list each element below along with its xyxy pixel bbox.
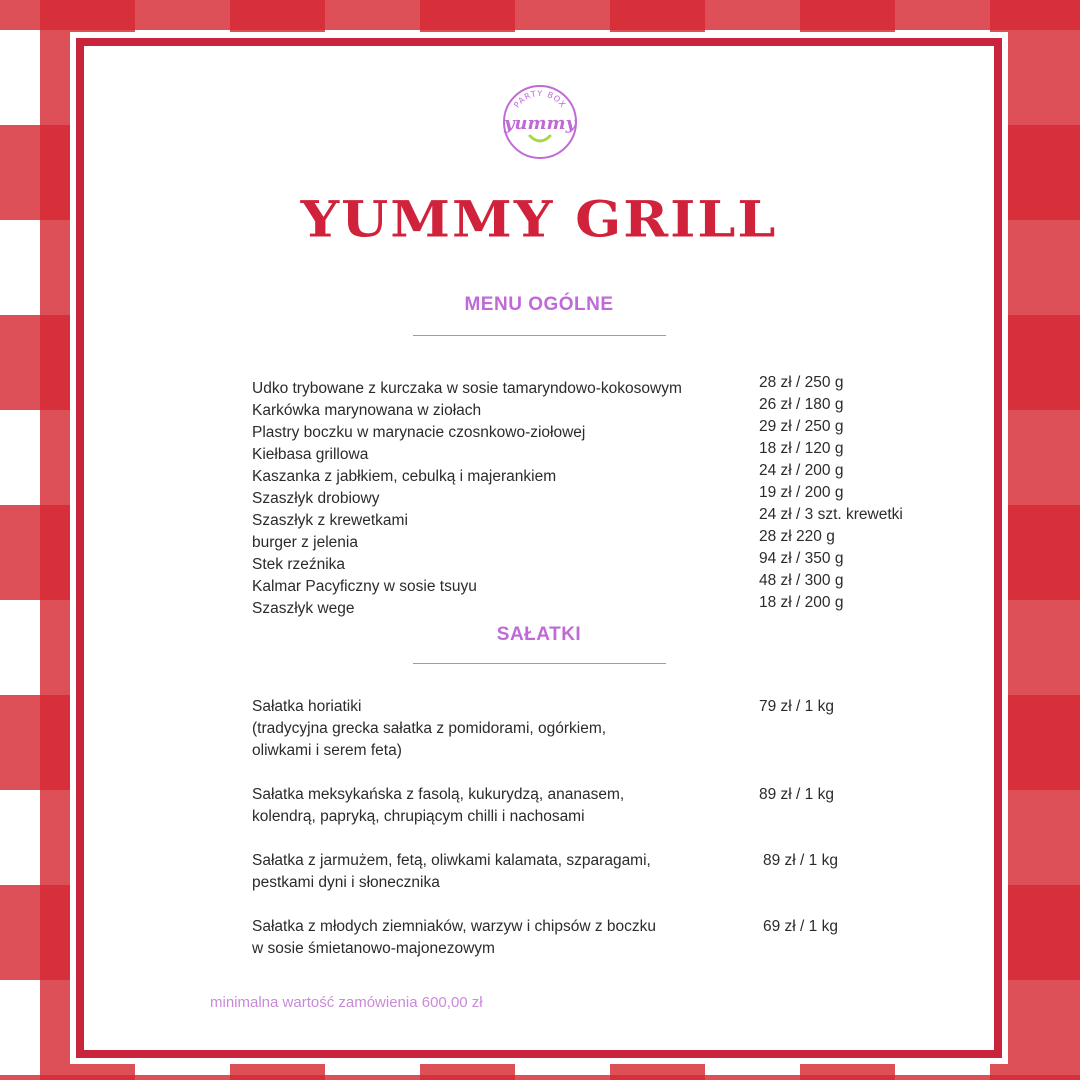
menu-item-name: Udko trybowane z kurczaka w sosie tamaryndowo-kokosowym [252,380,682,397]
general-item-prices [759,372,903,614]
salad-item-price: 69 zł / 1 kg [763,918,838,935]
menu-item-price: 18 zł / 200 g [759,594,844,611]
salad-line: pestkami dyni i słonecznika [252,874,440,891]
menu-item-name: Karkówka marynowana w ziołach [252,402,482,419]
salad-line: Sałatka meksykańska z fasolą, kukurydzą, ananasem, [252,786,625,803]
menu-item-price: 29 zł / 250 g [759,418,844,435]
salad-line: oliwkami i serem feta) [252,742,402,759]
menu-item-price: 24 zł / 3 szt. krewetki [759,506,903,523]
salad-item-name [252,916,712,960]
section-divider [413,335,666,336]
menu-item-price: 18 zł / 120 g [759,440,844,457]
salad-line: (tradycyjna grecka sałatka z pomidorami, ogórkiem, [252,720,607,737]
salad-line: Sałatka z młodych ziemniaków, warzyw i chipsów z boczku [252,918,657,935]
menu-card [70,32,1008,1064]
salad-line: kolendrą, papryką, chrupiącym chilli i nachosami [252,808,585,825]
general-item-names [252,378,682,620]
menu-item-name: Kaszanka z jabłkiem, cebulką i majerankiem [252,468,557,485]
salad-item-price: 79 zł / 1 kg [759,698,834,715]
menu-item-name: Kalmar Pacyficzny w sosie tsuyu [252,578,477,595]
salad-line: Sałatka z jarmużem, fetą, oliwkami kalamata, szparagami, [252,852,651,869]
menu-item-price: 19 zł / 200 g [759,484,844,501]
salad-item-name [252,696,712,762]
menu-item-name: Stek rzeźnika [252,556,346,573]
menu-item-name: Plastry boczku w marynacie czosnkowo-ziołowej [252,424,586,441]
salad-item-price: 89 zł / 1 kg [763,852,838,869]
logo-main-text: yummy [503,113,577,134]
minimum-order-note: minimalna wartość zamówienia 600,00 zł [210,994,483,1011]
menu-item-name: burger z jelenia [252,534,358,551]
menu-item-name: Szaszłyk z krewetkami [252,512,408,529]
salad-item-name [252,850,712,894]
salad-line: w sosie śmietanowo-majonezowym [252,940,495,957]
menu-item-price: 24 zł / 200 g [759,462,844,479]
menu-item-name: Szaszłyk wege [252,600,355,617]
menu-item-name: Kiełbasa grillowa [252,446,369,463]
menu-item-price: 28 zł / 250 g [759,374,844,391]
salad-line: Sałatka horiatiki [252,698,362,715]
yummy-logo [500,82,580,162]
page-title: YUMMY GRILL [300,189,778,249]
section-title-general: MENU OGÓLNE [464,294,614,315]
smile-icon [530,136,550,141]
menu-item-price: 94 zł / 350 g [759,550,844,567]
section-divider [413,663,666,664]
menu-item-price: 26 zł / 180 g [759,396,844,413]
section-title-salads: SAŁATKI [496,624,582,645]
menu-item-name: Szaszłyk drobiowy [252,490,380,507]
menu-item-price: 28 zł 220 g [759,528,835,545]
logo-top-text: PARTY BOX [512,88,568,110]
salad-item-name [252,784,712,828]
salad-item-price: 89 zł / 1 kg [759,786,834,803]
menu-item-price: 48 zł / 300 g [759,572,844,589]
